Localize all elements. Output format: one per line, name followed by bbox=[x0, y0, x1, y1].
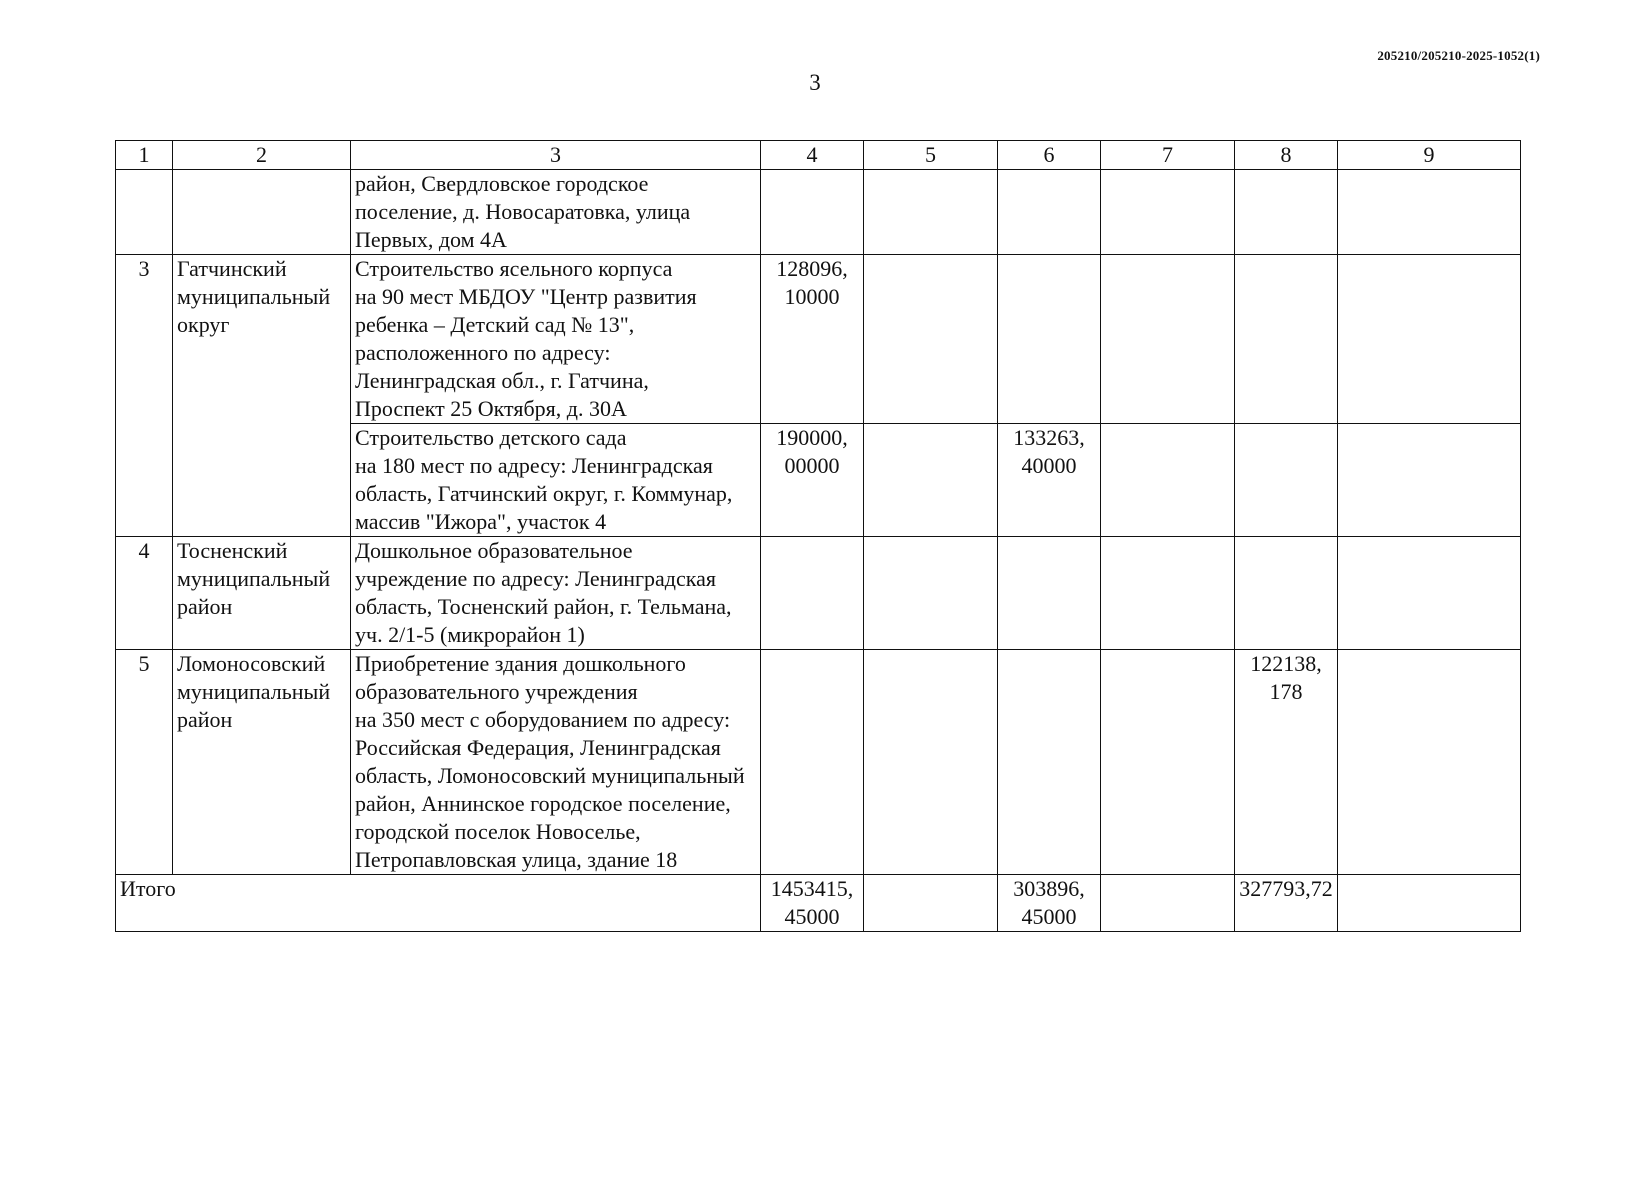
value-cell-col5 bbox=[864, 424, 998, 537]
row-number-cell: 5 bbox=[116, 650, 173, 875]
value-cell-col5 bbox=[864, 650, 998, 875]
cell-text-line: область, Ломоносовский муниципальный bbox=[355, 763, 745, 788]
column-header: 9 bbox=[1338, 141, 1521, 170]
municipality-cell bbox=[173, 255, 351, 537]
value-cell-col4 bbox=[761, 537, 864, 650]
cell-text-line: 190000, bbox=[776, 425, 848, 450]
value-cell-col4 bbox=[761, 255, 864, 424]
cell-text-line: район bbox=[177, 707, 233, 732]
object-description-cell bbox=[351, 424, 761, 537]
column-header: 1 bbox=[116, 141, 173, 170]
data-table bbox=[115, 140, 1521, 932]
total-row bbox=[116, 875, 1521, 932]
column-header: 2 bbox=[173, 141, 351, 170]
column-header: 5 bbox=[864, 141, 998, 170]
cell-text-line: поселение, д. Новосаратовка, улица bbox=[355, 199, 691, 224]
column-header: 7 bbox=[1101, 141, 1235, 170]
value-cell-col9 bbox=[1338, 424, 1521, 537]
value-cell-col7 bbox=[1101, 424, 1235, 537]
cell-text-line: муниципальный bbox=[177, 679, 331, 704]
cell-text-line: район bbox=[177, 594, 233, 619]
value-cell-col6 bbox=[998, 650, 1101, 875]
value-cell-col7 bbox=[1101, 255, 1235, 424]
value-cell-col4 bbox=[761, 424, 864, 537]
column-header: 8 bbox=[1235, 141, 1338, 170]
cell-text-line: Ленинградская обл., г. Гатчина, bbox=[355, 368, 649, 393]
value-cell-col4 bbox=[761, 170, 864, 255]
cell-text-line: 45000 bbox=[784, 904, 840, 929]
cell-text-line: 133263, bbox=[1013, 425, 1085, 450]
cell-text-line: округ bbox=[177, 312, 230, 337]
cell-text-line: городской поселок Новоселье, bbox=[355, 819, 641, 844]
value-cell-col8 bbox=[1235, 424, 1338, 537]
value-cell-col8 bbox=[1235, 255, 1338, 424]
cell-text-line: на 90 мест МБДОУ "Центр развития bbox=[355, 284, 697, 309]
object-description-cell bbox=[351, 537, 761, 650]
value-cell-col6 bbox=[998, 537, 1101, 650]
object-description-cell bbox=[351, 255, 761, 424]
cell-text-line: муниципальный bbox=[177, 284, 331, 309]
cell-text-line: 327793,72 bbox=[1239, 876, 1333, 901]
value-cell-col5 bbox=[864, 170, 998, 255]
cell-text-line: массив "Ижора", участок 4 bbox=[355, 509, 607, 534]
value-cell-col4 bbox=[761, 650, 864, 875]
cell-text-line: на 350 мест с оборудованием по адресу: bbox=[355, 707, 731, 732]
municipality-cell bbox=[173, 537, 351, 650]
cell-text-line: 178 bbox=[1269, 679, 1303, 704]
total-value-col9 bbox=[1338, 875, 1521, 932]
cell-text-line: расположенного по адресу: bbox=[355, 340, 611, 365]
value-cell-col9 bbox=[1338, 170, 1521, 255]
cell-text-line: район, Свердловское городское bbox=[355, 171, 649, 196]
total-value-col8 bbox=[1235, 875, 1338, 932]
cell-text-line: Приобретение здания дошкольного bbox=[355, 651, 686, 676]
cell-text-line: 40000 bbox=[1021, 453, 1077, 478]
column-header: 6 bbox=[998, 141, 1101, 170]
cell-text-line: Петропавловская улица, здание 18 bbox=[355, 847, 678, 872]
page-number: 3 bbox=[809, 70, 821, 95]
row-number-cell: 3 bbox=[116, 255, 173, 537]
object-description-cell bbox=[351, 170, 761, 255]
cell-text-line: муниципальный bbox=[177, 566, 331, 591]
cell-text-line: 1453415, bbox=[770, 876, 854, 901]
cell-text-line: учреждение по адресу: Ленинградская bbox=[355, 566, 716, 591]
cell-text-line: Дошкольное образовательное bbox=[355, 538, 633, 563]
total-value-col7 bbox=[1101, 875, 1235, 932]
value-cell-col8 bbox=[1235, 537, 1338, 650]
cell-text-line: Российская Федерация, Ленинградская bbox=[355, 735, 721, 760]
cell-text-line: Гатчинский bbox=[177, 256, 287, 281]
value-cell-col5 bbox=[864, 537, 998, 650]
total-value-col5 bbox=[864, 875, 998, 932]
cell-text-line: область, Тосненский район, г. Тельмана, bbox=[355, 594, 732, 619]
cell-text-line: 128096, bbox=[776, 256, 848, 281]
cell-text-line: Строительство ясельного корпуса bbox=[355, 256, 673, 281]
cell-text-line: область, Гатчинский округ, г. Коммунар, bbox=[355, 481, 733, 506]
cell-text-line: 10000 bbox=[784, 284, 840, 309]
column-header: 3 bbox=[351, 141, 761, 170]
value-cell-col8 bbox=[1235, 650, 1338, 875]
row-number-cell bbox=[116, 170, 173, 255]
cell-text-line: Тосненский bbox=[177, 538, 288, 563]
cell-text-line: Первых, дом 4А bbox=[355, 227, 507, 252]
value-cell-col9 bbox=[1338, 255, 1521, 424]
cell-text-line: Ломоносовский bbox=[177, 651, 326, 676]
value-cell-col5 bbox=[864, 255, 998, 424]
value-cell-col7 bbox=[1101, 537, 1235, 650]
value-cell-col8 bbox=[1235, 170, 1338, 255]
table-row bbox=[116, 537, 1521, 650]
document-id: 205210/205210-2025-1052(1) bbox=[1377, 48, 1540, 63]
value-cell-col6 bbox=[998, 255, 1101, 424]
total-value-col4 bbox=[761, 875, 864, 932]
table-row bbox=[116, 170, 1521, 255]
table-header-row bbox=[116, 141, 1521, 170]
cell-text-line: район, Аннинское городское поселение, bbox=[355, 791, 731, 816]
cell-text-line: ребенка – Детский сад № 13", bbox=[355, 312, 635, 337]
table-row bbox=[116, 650, 1521, 875]
cell-text-line: 303896, bbox=[1013, 876, 1085, 901]
value-cell-col9 bbox=[1338, 537, 1521, 650]
total-value-col6 bbox=[998, 875, 1101, 932]
cell-text-line: 00000 bbox=[784, 453, 840, 478]
value-cell-col6 bbox=[998, 424, 1101, 537]
cell-text-line: Проспект 25 Октября, д. 30А bbox=[355, 396, 627, 421]
municipality-cell bbox=[173, 650, 351, 875]
cell-text-line: на 180 мест по адресу: Ленинградская bbox=[355, 453, 713, 478]
row-number-cell: 4 bbox=[116, 537, 173, 650]
cell-text-line: уч. 2/1-5 (микрорайон 1) bbox=[355, 622, 585, 647]
cell-text-line: образовательного учреждения bbox=[355, 679, 638, 704]
cell-text-line: 122138, bbox=[1250, 651, 1322, 676]
value-cell-col7 bbox=[1101, 170, 1235, 255]
value-cell-col6 bbox=[998, 170, 1101, 255]
table-row bbox=[116, 255, 1521, 424]
object-description-cell bbox=[351, 650, 761, 875]
column-header: 4 bbox=[761, 141, 864, 170]
cell-text-line: Строительство детского сада bbox=[355, 425, 627, 450]
total-label: Итого bbox=[116, 875, 761, 932]
cell-text-line: 45000 bbox=[1021, 904, 1077, 929]
municipality-cell bbox=[173, 170, 351, 255]
value-cell-col7 bbox=[1101, 650, 1235, 875]
value-cell-col9 bbox=[1338, 650, 1521, 875]
